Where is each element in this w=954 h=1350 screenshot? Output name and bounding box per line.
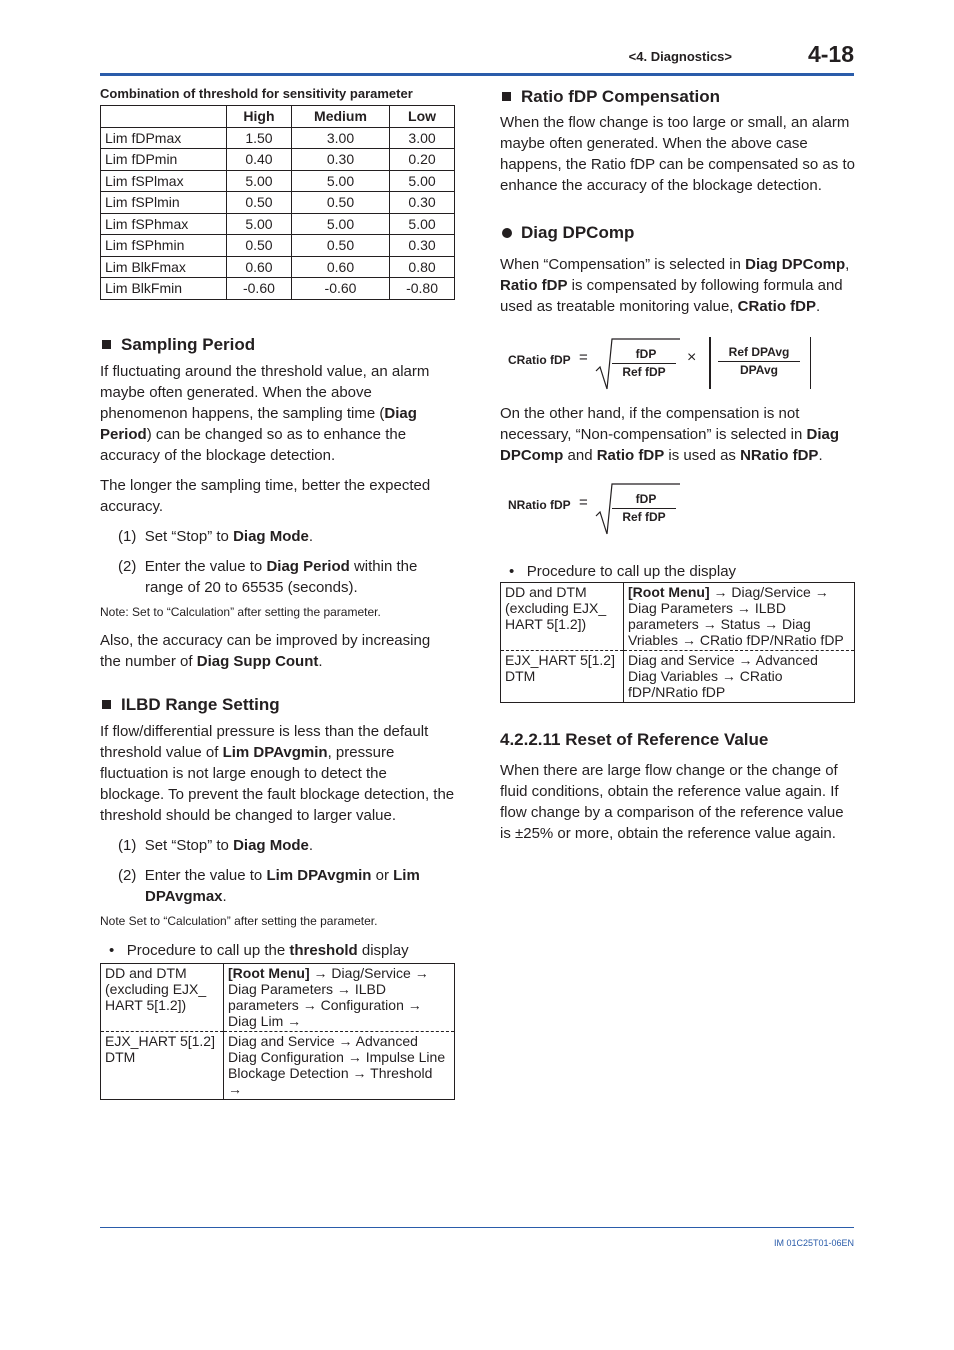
page-number: 4-18 bbox=[807, 41, 854, 67]
cratio-formula bbox=[500, 335, 855, 391]
fraction-denominator: Ref fDP bbox=[622, 365, 666, 379]
ilbd-step-1: (1) Set “Stop” to Diag Mode. bbox=[118, 836, 314, 854]
right-column bbox=[500, 86, 855, 844]
table-row bbox=[101, 192, 455, 214]
reset-section-heading: 4.2.2.11 Reset of Reference Value bbox=[500, 730, 769, 749]
table-cell: [Root Menu] → Diag/Service → Diag Parameters → ILBD parameters → Configuration → Diag Lim → bbox=[224, 963, 455, 1031]
threshold-value-cell: 0.20 bbox=[390, 149, 455, 171]
table-header: High bbox=[227, 106, 292, 128]
threshold-value-cell: 0.30 bbox=[390, 235, 455, 257]
dpcomp-bullet: • Procedure to call up the display bbox=[509, 563, 737, 580]
left-column bbox=[100, 86, 455, 1100]
fraction-bar bbox=[612, 508, 676, 509]
dpcomp-paragraph-2: On the other hand, if the compensation is not necessary, “Non-compensation” is selected in Diag DPComp and Ratio fDP is used as NRatio fDP. bbox=[500, 405, 840, 464]
parameter-name-cell: Lim fSPhmin bbox=[101, 235, 227, 257]
threshold-value-cell: 5.00 bbox=[390, 213, 455, 235]
fraction-bar bbox=[612, 363, 676, 364]
sampling-paragraph-2: The longer the sampling time, better the expected accuracy. bbox=[100, 476, 431, 515]
threshold-value-cell: 0.40 bbox=[227, 149, 292, 171]
threshold-value-cell: -0.60 bbox=[227, 278, 292, 300]
threshold-value-cell: 0.80 bbox=[390, 256, 455, 278]
table-row bbox=[101, 170, 455, 192]
threshold-value-cell: 0.50 bbox=[291, 192, 389, 214]
ilbd-heading: ILBD Range Setting bbox=[100, 694, 455, 716]
threshold-value-cell: 3.00 bbox=[291, 127, 389, 149]
table-row bbox=[101, 235, 455, 257]
dpcomp-heading: Diag DPComp bbox=[500, 222, 855, 244]
threshold-value-cell: 0.30 bbox=[390, 192, 455, 214]
threshold-value-cell: 0.50 bbox=[291, 235, 389, 257]
formula-lhs: NRatio fDP bbox=[508, 498, 571, 512]
footer-rule bbox=[100, 1227, 854, 1228]
table-row bbox=[101, 256, 455, 278]
sampling-step-2: (2) Enter the value to Diag Period within the range of 20 to 65535 (seconds). bbox=[118, 557, 418, 596]
abs-bar-right bbox=[810, 337, 811, 389]
nratio-formula bbox=[500, 480, 855, 536]
ilbd-bullet: • Procedure to call up the threshold display bbox=[109, 941, 409, 959]
threshold-value-cell: -0.60 bbox=[291, 278, 389, 300]
ilbd-step-2: (2) Enter the value to Lim DPAvgmin or Lim DPAvgmax. bbox=[118, 866, 420, 905]
table-row bbox=[101, 127, 455, 149]
threshold-value-cell: 3.00 bbox=[390, 127, 455, 149]
table-cell: [Root Menu] → Diag/Service → Diag Parameters → ILBD parameters → Status → Diag Vriables → CRatio fDP/NRatio fDP bbox=[624, 583, 855, 651]
parameter-name-cell: Lim fDPmin bbox=[101, 149, 227, 171]
threshold-value-cell: 0.60 bbox=[291, 256, 389, 278]
threshold-value-cell: 0.30 bbox=[291, 149, 389, 171]
table-row bbox=[101, 213, 455, 235]
fraction-numerator: fDP bbox=[635, 492, 657, 506]
square-bullet-icon bbox=[102, 700, 111, 709]
abs-bar-left bbox=[709, 337, 711, 389]
table-header: Medium bbox=[291, 106, 389, 128]
parameter-name-cell: Lim fSPlmin bbox=[101, 192, 227, 214]
ilbd-paragraph-1: If flow/differential pressure is less than the default threshold value of Lim DPAvgmin, pressure fluctuation is not large enough to detect the blockage. To prevent the fault blockage detection, the threshold should be changed to larger value. bbox=[100, 722, 455, 824]
chapter-header: <4. Diagnostics> bbox=[628, 49, 732, 64]
fraction-numerator: fDP bbox=[635, 347, 657, 361]
reset-paragraph: When there are large flow change or the change of fluid conditions, obtain the reference value again. If flow change by a comparison of the reference value is ±25% or more, obtain the reference value again. bbox=[500, 762, 844, 842]
threshold-value-cell: 5.00 bbox=[291, 170, 389, 192]
parameter-name-cell: Lim BlkFmin bbox=[101, 278, 227, 300]
table-header: Low bbox=[390, 106, 455, 128]
table-cell: DD and DTM (excluding EJX_ HART 5[1.2]) bbox=[501, 583, 624, 651]
sampling-step-1: (1) Set “Stop” to Diag Mode. bbox=[118, 527, 314, 545]
threshold-table-body bbox=[101, 127, 455, 299]
circle-bullet-icon bbox=[502, 228, 512, 238]
table-cell: Diag and Service → Advanced Diag Variables → CRatio fDP/NRatio fDP bbox=[624, 651, 855, 703]
threshold-value-cell: 1.50 bbox=[227, 127, 292, 149]
table-cell: DD and DTM (excluding EJX_ HART 5[1.2]) bbox=[101, 963, 224, 1031]
sampling-heading: Sampling Period bbox=[100, 334, 455, 356]
table-cell: EJX_HART 5[1.2] DTM bbox=[101, 1031, 224, 1099]
equals-sign: = bbox=[579, 349, 588, 366]
threshold-value-cell: 5.00 bbox=[390, 170, 455, 192]
table-header bbox=[101, 106, 227, 128]
threshold-value-cell: 5.00 bbox=[227, 170, 292, 192]
threshold-table bbox=[100, 105, 455, 300]
fraction-denominator: Ref fDP bbox=[622, 510, 666, 524]
document-code: IM 01C25T01-06EN bbox=[773, 1238, 854, 1248]
fraction-bar bbox=[718, 361, 800, 362]
ratio-heading: Ratio fDP Compensation bbox=[500, 86, 855, 108]
times-sign: × bbox=[687, 349, 697, 366]
threshold-value-cell: 0.50 bbox=[227, 235, 292, 257]
parameter-name-cell: Lim fSPhmax bbox=[101, 213, 227, 235]
header-rule bbox=[100, 73, 854, 76]
dpcomp-procedure-table bbox=[500, 582, 855, 703]
threshold-table-caption: Combination of threshold for sensitivity parameter bbox=[100, 86, 413, 101]
parameter-name-cell: Lim fSPlmax bbox=[101, 170, 227, 192]
fraction-denominator: DPAvg bbox=[739, 363, 778, 377]
equals-sign: = bbox=[579, 494, 588, 511]
square-bullet-icon bbox=[502, 92, 511, 101]
table-row bbox=[101, 149, 455, 171]
sampling-note: Note: Set to “Calculation” after setting the parameter. bbox=[100, 604, 381, 619]
ratio-paragraph: When the flow change is too large or small, an alarm maybe often generated. When the above case happens, the Ratio fDP can be compensated so as to enhance the accuracy of the blockage detection. bbox=[500, 114, 855, 194]
threshold-value-cell: 5.00 bbox=[291, 213, 389, 235]
table-row bbox=[101, 278, 455, 300]
ilbd-note: Note Set to “Calculation” after setting the parameter. bbox=[100, 913, 378, 928]
threshold-value-cell: -0.80 bbox=[390, 278, 455, 300]
threshold-value-cell: 0.60 bbox=[227, 256, 292, 278]
parameter-name-cell: Lim fDPmax bbox=[101, 127, 227, 149]
table-cell: EJX_HART 5[1.2] DTM bbox=[501, 651, 624, 703]
sampling-paragraph-1: If fluctuating around the threshold value, an alarm maybe often generated. When the above phenomenon happens, the sampling time (Diag Period) can be changed so as to enhance the accuracy of the blockage detection. bbox=[100, 362, 430, 464]
formula-lhs: CRatio fDP bbox=[508, 353, 571, 367]
sampling-paragraph-3: Also, the accuracy can be improved by increasing the number of Diag Supp Count. bbox=[100, 631, 431, 670]
dpcomp-paragraph-1: When “Compensation” is selected in Diag DPComp, Ratio fDP is compensated by following formula and used as treatable monitoring value, CRatio fDP. bbox=[500, 256, 850, 315]
square-bullet-icon bbox=[102, 340, 111, 349]
threshold-value-cell: 0.50 bbox=[227, 192, 292, 214]
table-cell: Diag and Service → Advanced Diag Configuration → Impulse Line Blockage Detection → Threshold → bbox=[224, 1031, 455, 1099]
threshold-value-cell: 5.00 bbox=[227, 213, 292, 235]
parameter-name-cell: Lim BlkFmax bbox=[101, 256, 227, 278]
fraction-numerator: Ref DPAvg bbox=[728, 345, 790, 359]
ilbd-procedure-table bbox=[100, 963, 455, 1100]
